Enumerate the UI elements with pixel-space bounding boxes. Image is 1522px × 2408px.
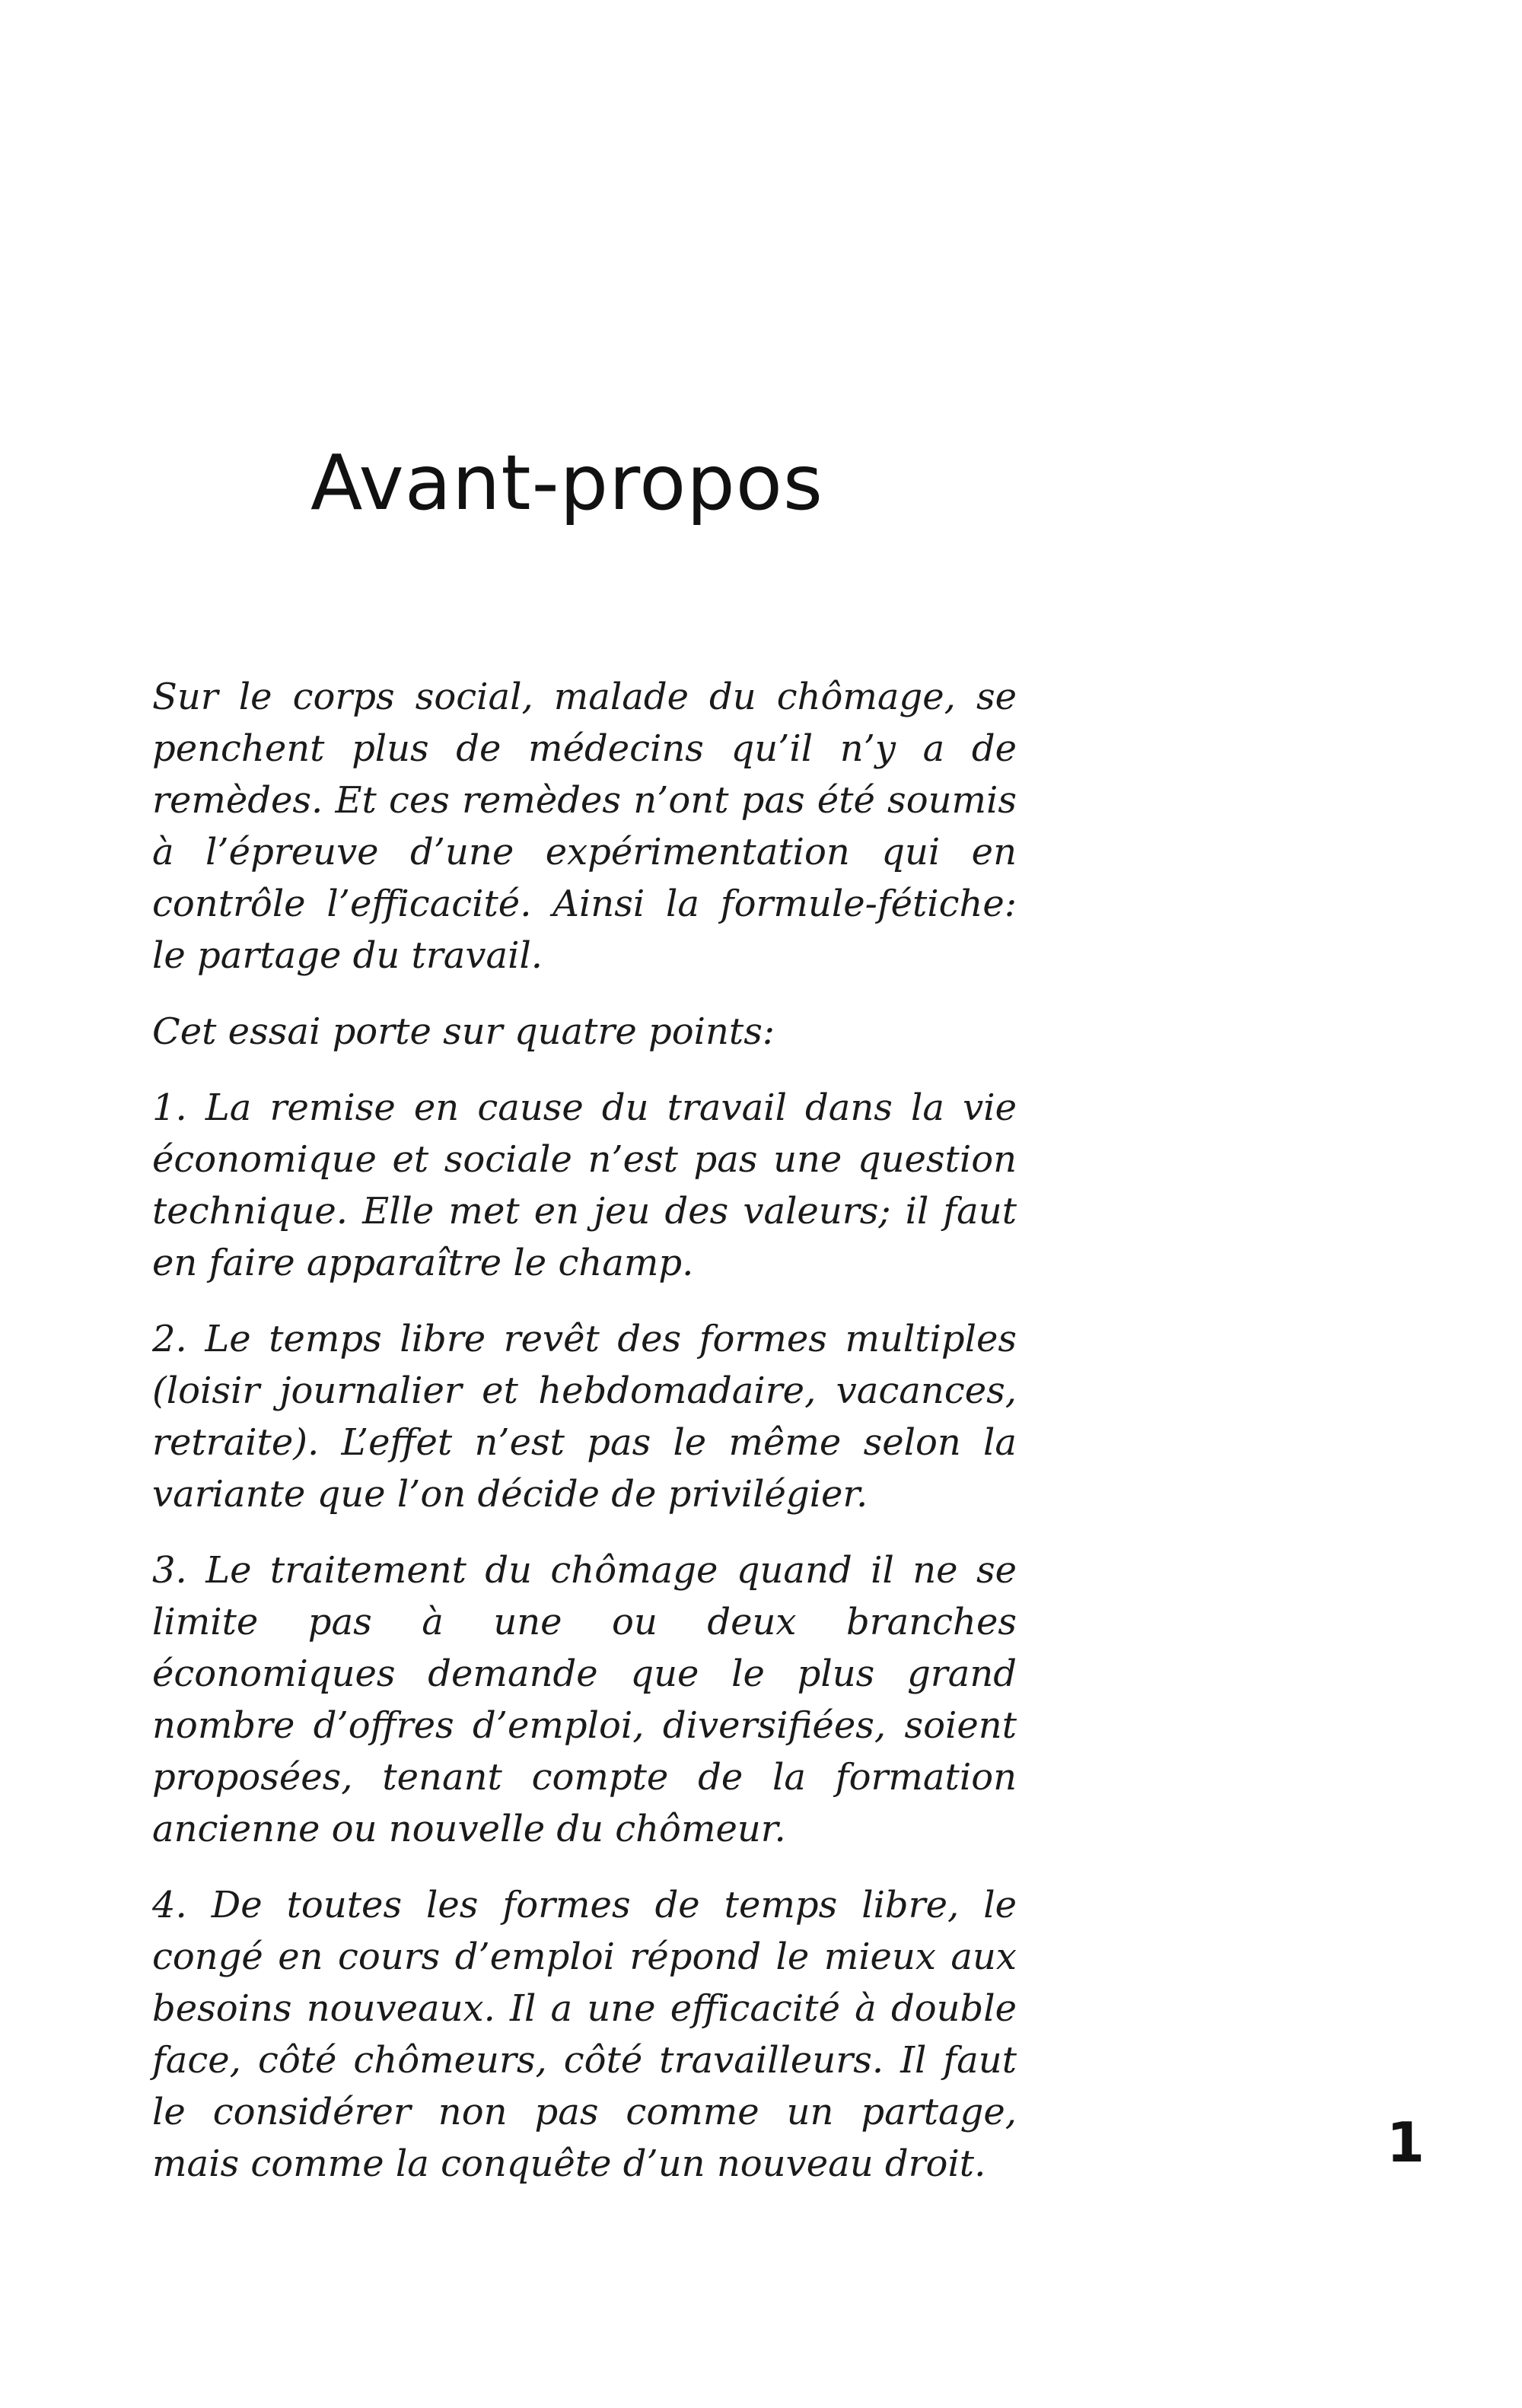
paragraph-overview: Cet essai porte sur quatre points: [152,1010,775,1053]
chapter-title: Avant-propos [310,438,824,527]
paragraph-point-3: 3. Le traitement du chômage quand il ne se limite pas à une ou deux branches économiques demande que le plus grand nombre d’offres d’emploi, diversifiées, soient proposées, tenant compte de la formation ancienne ou nouvelle du chômeur. [152,1549,1017,1850]
paragraph-point-2: 2. Le temps libre revêt des formes multiples (loisir journalier et hebdomadaire, vacances, retraite). L’effet n’est pas le même selon la variante que l’on décide de privilégier. [152,1318,1017,1516]
foreword-text [152,671,1017,2214]
paragraph-point-4: 4. De toutes les formes de temps libre, le congé en cours d’emploi répond le mieux aux besoins nouveaux. Il a une efficacité à double face, côté chômeurs, côté travailleurs. Il faut le considérer non pas comme un partage, mais comme la conquête d’un nouveau droit. [152,1884,1017,2185]
paragraph-point-1: 1. La remise en cause du travail dans la vie économique et sociale n’est pas une question technique. Elle met en jeu des valeurs; il faut en faire apparaître le champ. [152,1086,1017,1284]
paragraph-intro: Sur le corps social, malade du chômage, se penchent plus de médecins qu’il n’y a de remèdes. Et ces remèdes n’ont pas été soumis à l’épreuve d’une expérimentation qui en contrôle l’efficacité. Ainsi la formule-fétiche: le partage du travail. [152,676,1017,977]
page-number: 1 [1387,2111,1425,2174]
